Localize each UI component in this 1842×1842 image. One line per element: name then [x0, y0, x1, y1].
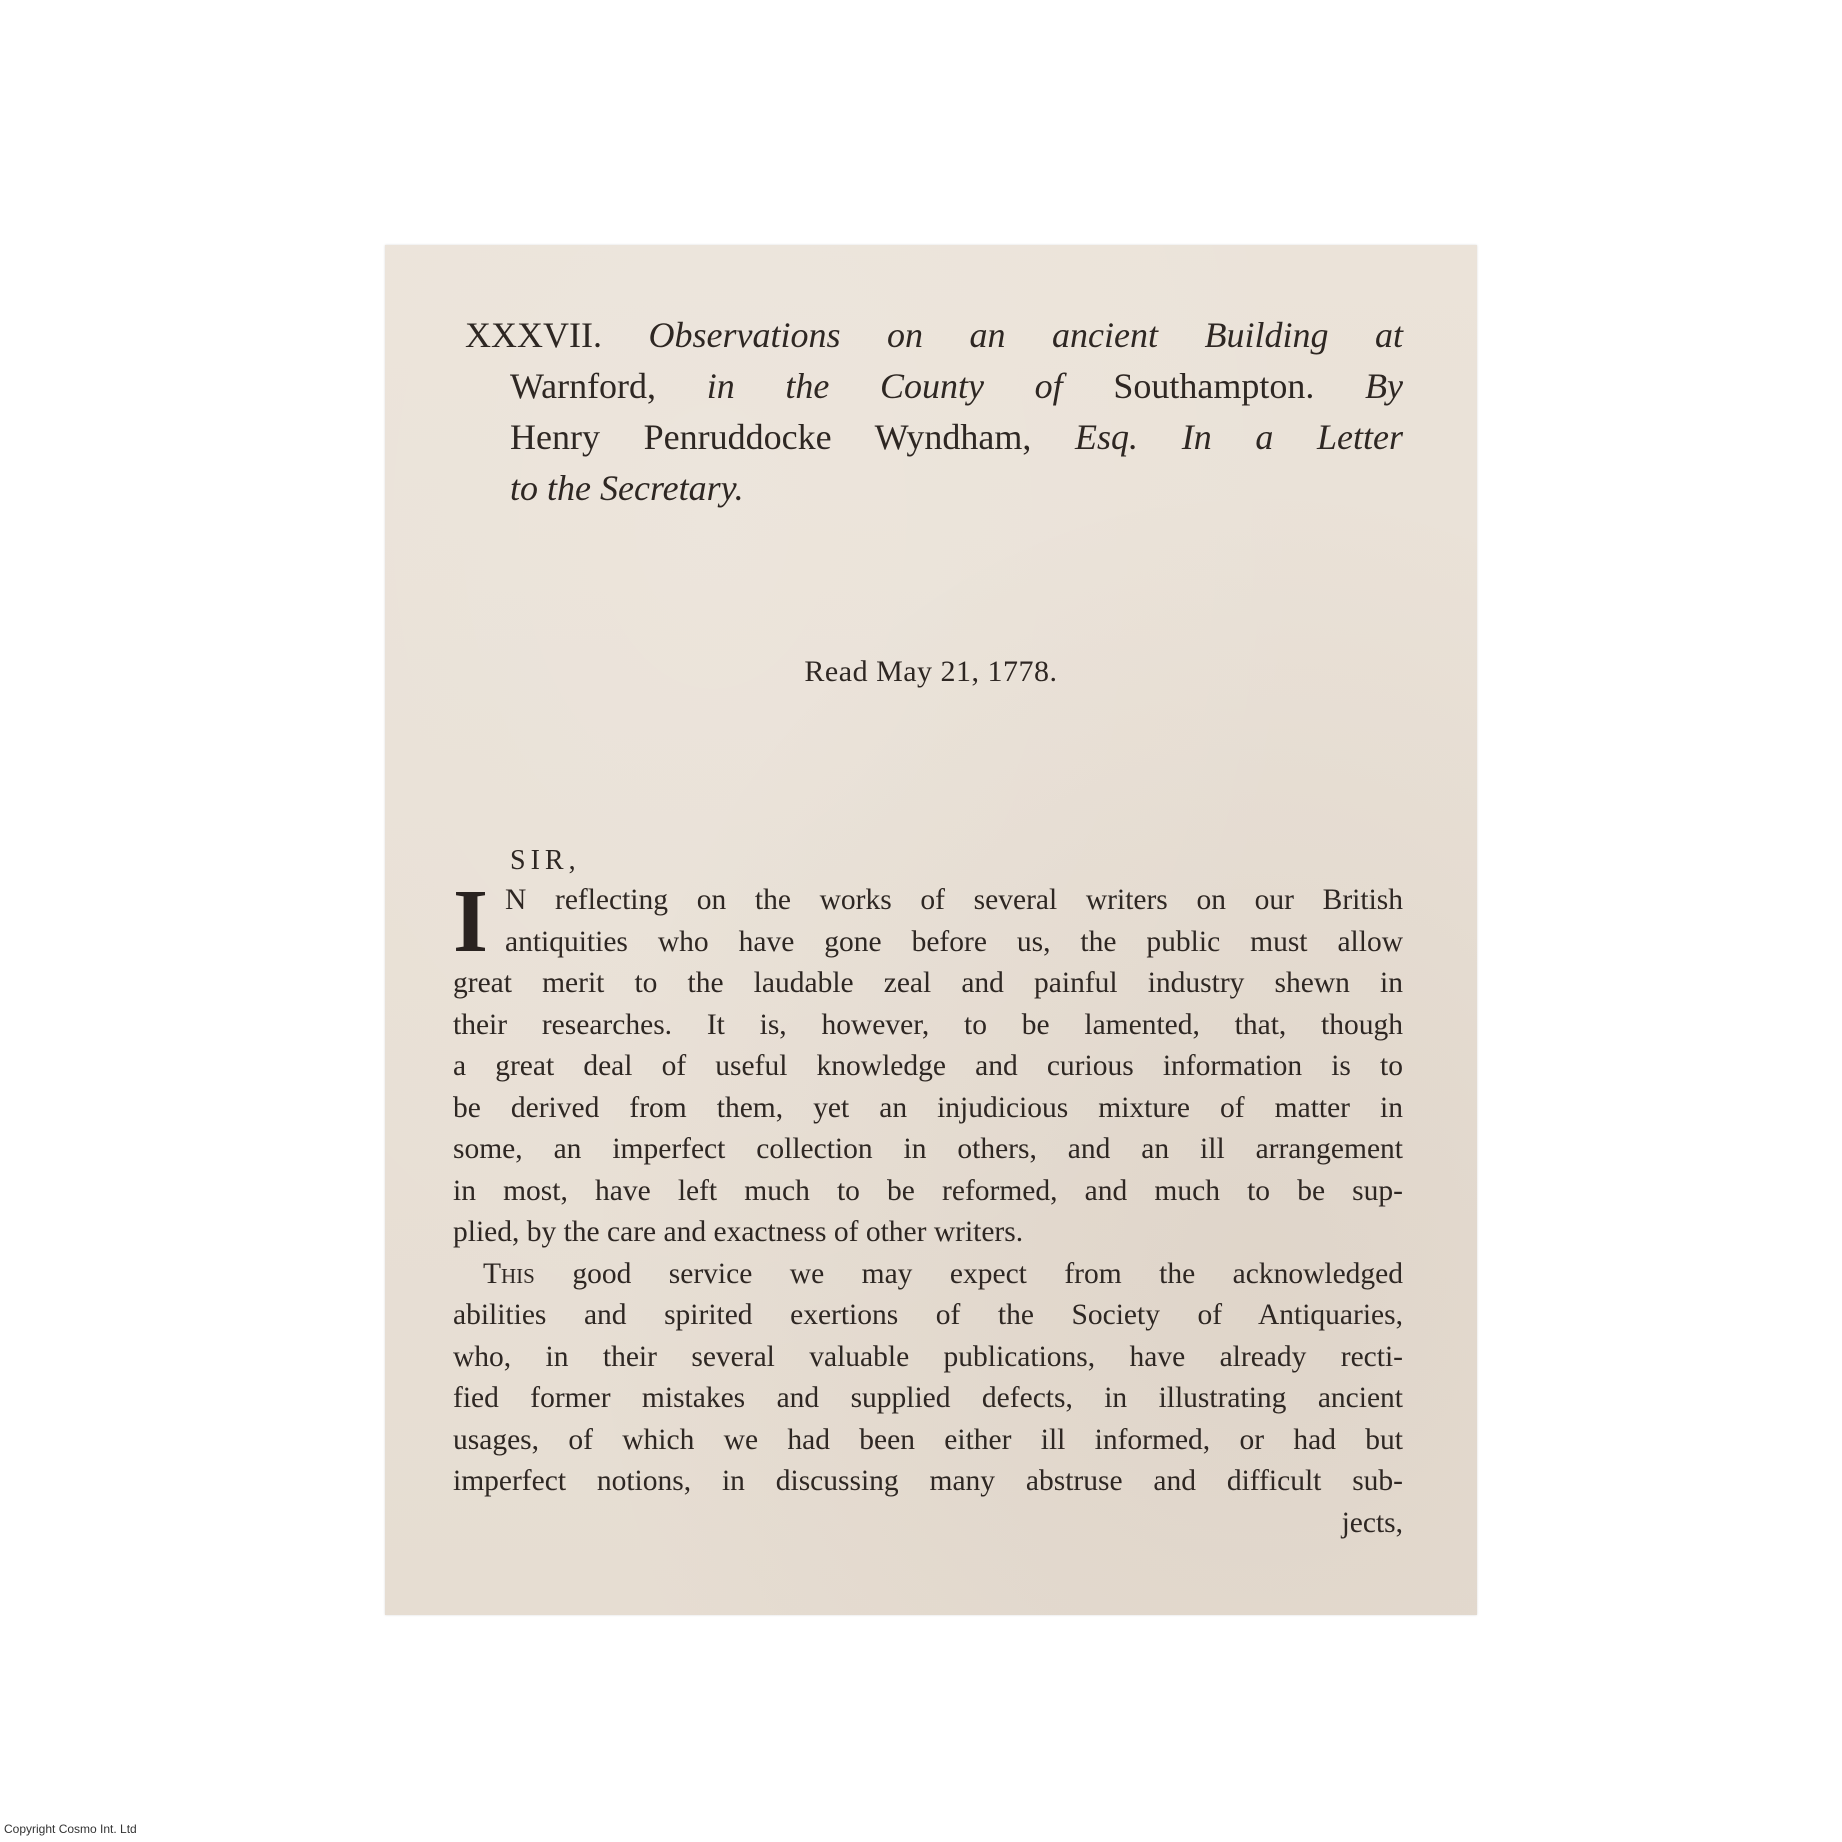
text-line: a great deal of useful knowledge and curious information is to [453, 1050, 1403, 1082]
letter-body [453, 872, 1403, 1544]
read-date: Read May 21, 1778. [804, 655, 1058, 688]
text-line [453, 1254, 1403, 1296]
salutation: SIR, [510, 845, 581, 876]
heading-line-1 [465, 310, 1403, 361]
book-page [385, 245, 1477, 1615]
text-line: in most, have left much to be reformed, and much to be sup- [453, 1174, 1403, 1207]
text-line: their researches. It is, however, to be lamented, that, though [453, 1008, 1403, 1041]
paragraph-2 [453, 1254, 1403, 1545]
catchword: jects, [1341, 1506, 1403, 1539]
text-line: some, an imperfect collection in others, and an ill arrangement [453, 1133, 1403, 1165]
text-line: great merit to the laudable zeal and painful industry shewn in [453, 967, 1403, 999]
copyright-notice: Copyright Cosmo Int. Ltd [4, 1822, 137, 1836]
text-line: abilities and spirited exertions of the Society of Antiquaries, [453, 1299, 1403, 1331]
heading-title-part: Observations on an ancient Building at [648, 315, 1403, 355]
heading-place: Warnford, [510, 366, 657, 406]
heading-author: Henry Penruddocke Wyndham, [510, 417, 1032, 457]
text-line-rest: good service we may expect from the acknowledged [572, 1257, 1403, 1290]
paragraph-1 [453, 872, 1403, 1254]
text-line: plied, by the care and exactness of other writers. [453, 1216, 1024, 1248]
drop-cap: I [453, 872, 489, 971]
text-line: who, in their several valuable publications, have already recti- [453, 1340, 1403, 1373]
heading-by: By [1365, 366, 1404, 406]
paragraph-lead-word: This [483, 1257, 535, 1290]
heading-county-text: in the County of [706, 366, 1063, 406]
heading-county: Southampton. [1113, 366, 1315, 406]
text-line: imperfect notions, in discussing many abstruse and difficult sub- [453, 1465, 1403, 1497]
article-heading [465, 310, 1403, 514]
heading-esq: Esq. [1075, 417, 1139, 457]
text-line: N reflecting on the works of several writers on our British [505, 884, 1403, 916]
heading-line-4: to the Secretary. [510, 468, 744, 508]
text-line: be derived from them, yet an injudicious mixture of matter in [453, 1091, 1403, 1124]
text-line: antiquities who have gone before us, the public must allow [505, 925, 1403, 958]
heading-line-2 [465, 361, 1403, 412]
text-line: usages, of which we had been either ill informed, or had but [453, 1423, 1403, 1456]
text-line: fied former mistakes and supplied defects, in illustrating ancient [453, 1382, 1403, 1414]
article-number: XXXVII. [465, 315, 602, 355]
heading-line-3 [465, 412, 1403, 463]
heading-letter: In a Letter [1181, 417, 1404, 457]
